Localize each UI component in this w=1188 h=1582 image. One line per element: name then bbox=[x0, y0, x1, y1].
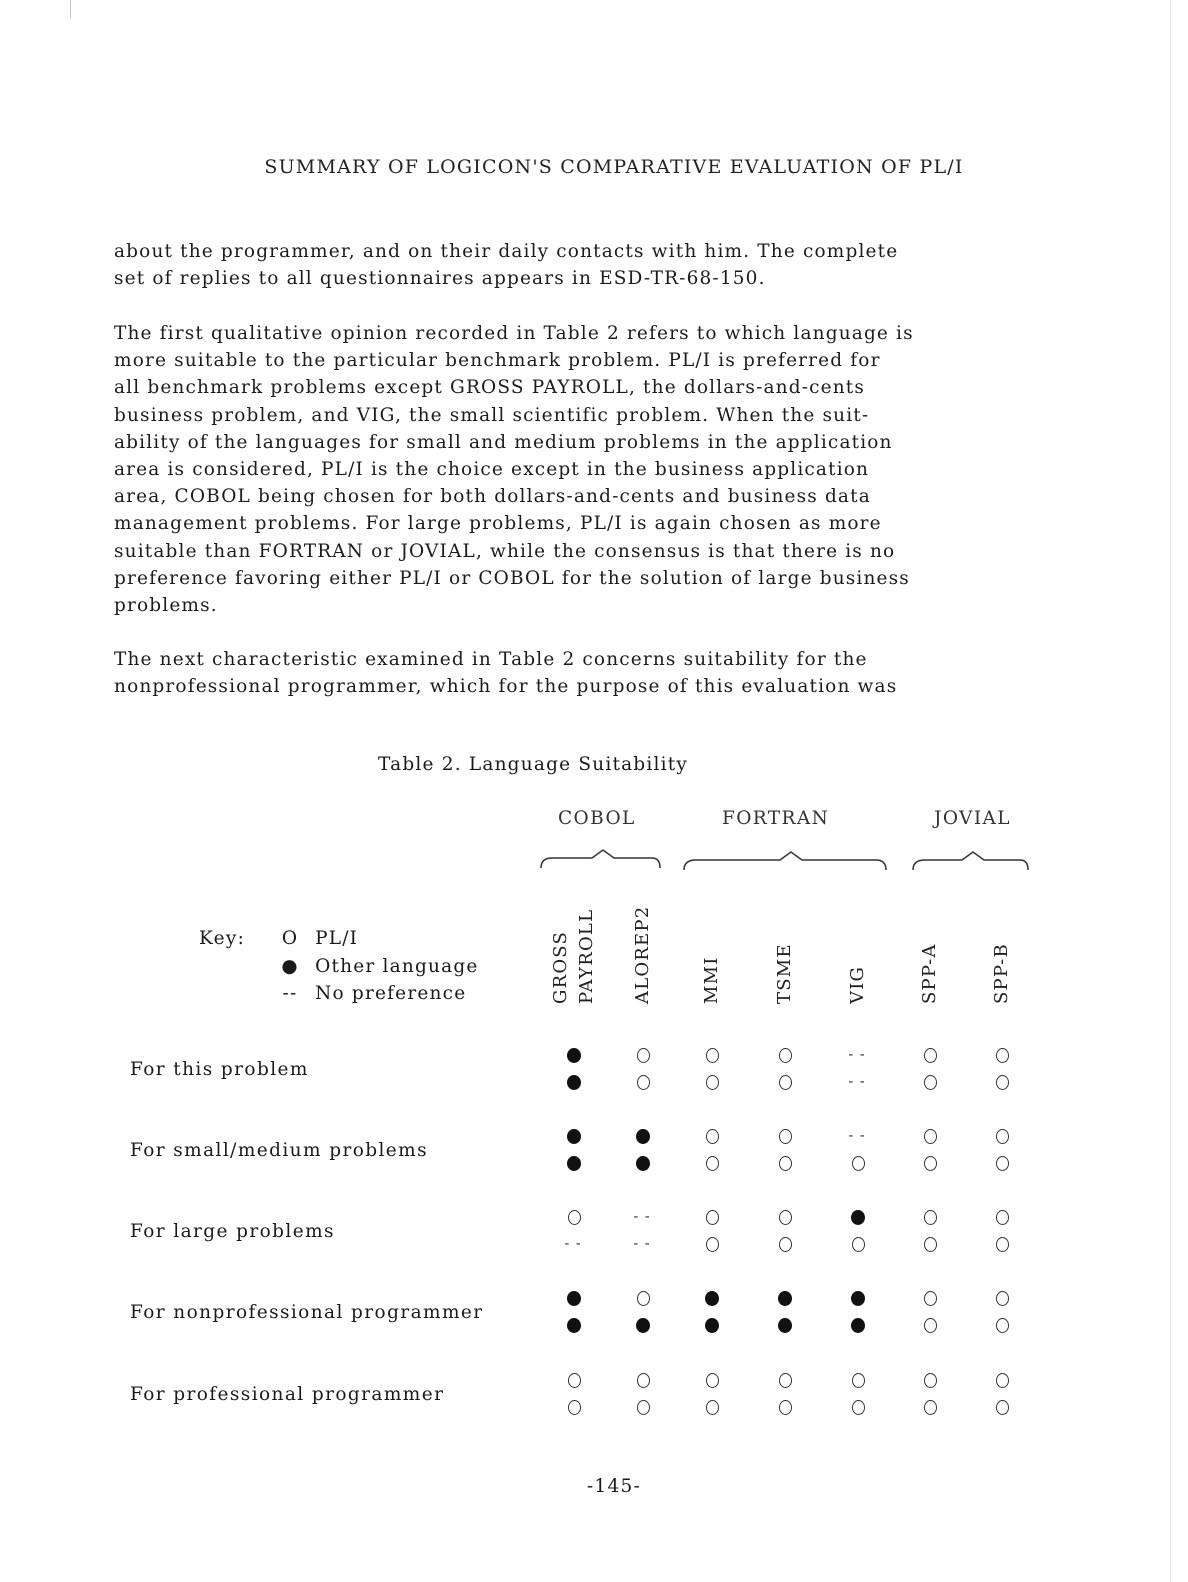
brace-jovial bbox=[913, 852, 1028, 870]
column-header-line: MMI bbox=[701, 956, 722, 1004]
open-circle-icon bbox=[924, 1237, 937, 1252]
open-circle-icon bbox=[779, 1075, 792, 1090]
key-label-pl1: PL/I bbox=[315, 928, 359, 949]
column-header-line: GROSS bbox=[550, 930, 571, 1004]
dash-icon: -- bbox=[631, 1236, 655, 1252]
table-cell-gross-payroll bbox=[559, 1125, 589, 1147]
paragraph-line: more suitable to the particular benchmark problem. PL/I is preferred for bbox=[114, 350, 881, 372]
dash-icon: -- bbox=[846, 1047, 870, 1063]
key-item-pl1 bbox=[272, 928, 358, 949]
open-circle-icon bbox=[924, 1400, 937, 1415]
column-header-gross-payroll bbox=[548, 909, 600, 1004]
open-circle-icon bbox=[637, 1400, 650, 1415]
table-cell-mmi bbox=[697, 1314, 727, 1336]
table-cell-gross-payroll bbox=[559, 1233, 589, 1255]
filled-circle-icon bbox=[567, 1318, 581, 1333]
page-heading: SUMMARY OF LOGICON'S COMPARATIVE EVALUATION OF PL/I bbox=[264, 156, 964, 178]
table-cell-mmi bbox=[697, 1396, 727, 1418]
table-cell-spp-b bbox=[987, 1206, 1017, 1228]
table-cell-spp-a bbox=[915, 1287, 945, 1309]
table-cell-vig bbox=[843, 1233, 873, 1255]
table-cell-vig bbox=[843, 1152, 873, 1174]
open-circle-icon bbox=[996, 1237, 1009, 1252]
table-cell-spp-b bbox=[987, 1233, 1017, 1255]
table-cell-alorep2 bbox=[628, 1314, 658, 1336]
open-circle-icon bbox=[996, 1400, 1009, 1415]
open-circle-icon bbox=[924, 1048, 937, 1063]
table-cell-spp-b bbox=[987, 1125, 1017, 1147]
paragraph-line: suitable than FORTRAN or JOVIAL, while the consensus is that there is no bbox=[114, 540, 896, 562]
open-circle-icon bbox=[706, 1210, 719, 1225]
open-circle-icon bbox=[568, 1210, 581, 1225]
table-cell-tsme bbox=[770, 1152, 800, 1174]
filled-circle-icon bbox=[851, 1291, 865, 1306]
table-cell-spp-b bbox=[987, 1152, 1017, 1174]
brace-cobol bbox=[541, 850, 660, 868]
open-circle-icon bbox=[996, 1291, 1009, 1306]
dash-icon: -- bbox=[846, 1128, 870, 1144]
row-label: For this problem bbox=[130, 1059, 309, 1080]
table-cell-alorep2 bbox=[628, 1152, 658, 1174]
table-cell-vig bbox=[843, 1369, 873, 1391]
row-label: For large problems bbox=[130, 1221, 335, 1242]
table-cell-vig bbox=[843, 1396, 873, 1418]
table-cell-tsme bbox=[770, 1369, 800, 1391]
table-cell-gross-payroll bbox=[559, 1287, 589, 1309]
column-header-line: PAYROLL bbox=[576, 908, 597, 1004]
filled-circle-icon bbox=[851, 1318, 865, 1333]
open-circle-icon bbox=[706, 1129, 719, 1144]
open-circle-icon bbox=[637, 1291, 650, 1306]
table-cell-vig bbox=[843, 1206, 873, 1228]
table-cell-spp-a bbox=[915, 1396, 945, 1418]
table-cell-mmi bbox=[697, 1071, 727, 1093]
filled-circle-icon bbox=[636, 1129, 650, 1144]
filled-circle-icon bbox=[567, 1129, 581, 1144]
column-header-line: SPP-A bbox=[919, 943, 940, 1004]
table-cell-tsme bbox=[770, 1125, 800, 1147]
open-circle-icon bbox=[924, 1210, 937, 1225]
open-circle-icon bbox=[779, 1237, 792, 1252]
key-item-other-language bbox=[272, 956, 479, 977]
table-cell-gross-payroll bbox=[559, 1369, 589, 1391]
open-circle-icon bbox=[568, 1400, 581, 1415]
table-cell-alorep2 bbox=[628, 1233, 658, 1255]
filled-circle-icon bbox=[567, 1156, 581, 1171]
paragraph-line: area, COBOL being chosen for both dollars-and-cents and business data bbox=[114, 486, 871, 508]
table-cell-gross-payroll bbox=[559, 1206, 589, 1228]
table-cell-spp-a bbox=[915, 1044, 945, 1066]
table-cell-alorep2 bbox=[628, 1044, 658, 1066]
paragraph-line: area is considered, PL/I is the choice except in the business application bbox=[114, 459, 870, 481]
table-cell-mmi bbox=[697, 1152, 727, 1174]
table-cell-gross-payroll bbox=[559, 1152, 589, 1174]
open-circle-icon bbox=[568, 1373, 581, 1388]
brace-fortran bbox=[684, 852, 886, 870]
open-circle-icon bbox=[852, 1156, 865, 1171]
table-cell-alorep2 bbox=[628, 1125, 658, 1147]
open-circle-icon bbox=[924, 1129, 937, 1144]
filled-circle-icon bbox=[636, 1318, 650, 1333]
table-cell-spp-b bbox=[987, 1071, 1017, 1093]
open-circle-icon bbox=[852, 1400, 865, 1415]
filled-circle-icon bbox=[851, 1210, 865, 1225]
open-circle-icon bbox=[924, 1156, 937, 1171]
column-header-line: TSME bbox=[774, 943, 795, 1004]
key-label-no-preference: No preference bbox=[315, 983, 467, 1004]
open-circle-icon bbox=[779, 1400, 792, 1415]
table-title: Table 2. Language Suitability bbox=[378, 754, 688, 775]
table-cell-tsme bbox=[770, 1287, 800, 1309]
table-cell-mmi bbox=[697, 1369, 727, 1391]
table-cell-alorep2 bbox=[628, 1206, 658, 1228]
open-circle-icon bbox=[779, 1373, 792, 1388]
table-cell-gross-payroll bbox=[559, 1044, 589, 1066]
table-cell-gross-payroll bbox=[559, 1314, 589, 1336]
open-circle-icon bbox=[706, 1373, 719, 1388]
filled-circle-icon bbox=[705, 1291, 719, 1306]
table-cell-spp-a bbox=[915, 1125, 945, 1147]
filled-circle-icon bbox=[778, 1318, 792, 1333]
table-cell-mmi bbox=[697, 1206, 727, 1228]
open-circle-icon bbox=[996, 1210, 1009, 1225]
paragraph-line: The first qualitative opinion recorded in Table 2 refers to which language is bbox=[114, 323, 914, 344]
paragraph-line: problems. bbox=[114, 595, 218, 617]
key-label-other-language: Other language bbox=[315, 956, 479, 977]
paragraph-line: set of replies to all questionnaires appears in ESD-TR-68-150. bbox=[114, 268, 766, 290]
table-cell-vig bbox=[843, 1314, 873, 1336]
dash-icon: -- bbox=[631, 1209, 655, 1225]
table-cell-tsme bbox=[770, 1233, 800, 1255]
paragraph-line: business problem, and VIG, the small scientific problem. When the suit- bbox=[114, 404, 870, 426]
row-label: For small/medium problems bbox=[130, 1140, 428, 1161]
table-cell-spp-b bbox=[987, 1287, 1017, 1309]
table-cell-vig bbox=[843, 1044, 873, 1066]
table-cell-spp-a bbox=[915, 1206, 945, 1228]
open-circle-icon bbox=[924, 1075, 937, 1090]
table-cell-vig bbox=[843, 1071, 873, 1093]
table-cell-mmi bbox=[697, 1233, 727, 1255]
row-label: For professional programmer bbox=[130, 1384, 445, 1405]
table-cell-spp-b bbox=[987, 1396, 1017, 1418]
open-circle-icon bbox=[924, 1291, 937, 1306]
column-header-spp-b bbox=[989, 943, 1015, 1004]
paragraph-line: nonprofessional programmer, which for the purpose of this evaluation was bbox=[114, 676, 898, 698]
open-circle-icon bbox=[706, 1237, 719, 1252]
filled-circle-icon bbox=[567, 1048, 581, 1063]
open-circle-icon bbox=[996, 1318, 1009, 1333]
open-circle-icon bbox=[924, 1318, 937, 1333]
table-cell-mmi bbox=[697, 1125, 727, 1147]
open-circle-icon bbox=[924, 1373, 937, 1388]
table-cell-spp-a bbox=[915, 1233, 945, 1255]
table-cell-vig bbox=[843, 1125, 873, 1147]
paragraph-line: management problems. For large problems, PL/I is again chosen as more bbox=[114, 513, 882, 535]
table-cell-vig bbox=[843, 1287, 873, 1309]
group-label-fortran: FORTRAN bbox=[722, 808, 830, 829]
open-circle-icon bbox=[706, 1400, 719, 1415]
open-circle-icon bbox=[779, 1210, 792, 1225]
open-circle-icon bbox=[996, 1373, 1009, 1388]
open-circle-icon bbox=[706, 1048, 719, 1063]
paragraph-line: about the programmer, and on their daily contacts with him. The complete bbox=[114, 241, 899, 262]
table-cell-tsme bbox=[770, 1044, 800, 1066]
column-header-tsme bbox=[772, 943, 798, 1004]
filled-circle-icon bbox=[636, 1156, 650, 1171]
table-cell-spp-a bbox=[915, 1314, 945, 1336]
column-header-vig bbox=[845, 966, 871, 1004]
page-number: -145- bbox=[586, 1476, 642, 1497]
filled-circle-icon bbox=[705, 1318, 719, 1333]
row-label: For nonprofessional programmer bbox=[130, 1302, 484, 1323]
filled-circle-icon bbox=[778, 1291, 792, 1306]
key-item-no-preference bbox=[272, 983, 466, 1004]
table-cell-alorep2 bbox=[628, 1071, 658, 1093]
table-cell-alorep2 bbox=[628, 1396, 658, 1418]
dash-icon: -- bbox=[562, 1236, 586, 1252]
table-cell-tsme bbox=[770, 1071, 800, 1093]
column-header-line: ALOREP2 bbox=[632, 905, 653, 1004]
table-cell-spp-a bbox=[915, 1071, 945, 1093]
key-open-circle-icon: O bbox=[281, 928, 299, 949]
table-cell-mmi bbox=[697, 1044, 727, 1066]
open-circle-icon bbox=[996, 1129, 1009, 1144]
paragraph-line: The next characteristic examined in Table 2 concerns suitability for the bbox=[114, 649, 868, 670]
table-cell-tsme bbox=[770, 1396, 800, 1418]
table-cell-gross-payroll bbox=[559, 1396, 589, 1418]
paragraph-line: ability of the languages for small and medium problems in the application bbox=[114, 431, 893, 453]
open-circle-icon bbox=[779, 1156, 792, 1171]
table-cell-gross-payroll bbox=[559, 1071, 589, 1093]
open-circle-icon bbox=[637, 1075, 650, 1090]
table-cell-tsme bbox=[770, 1314, 800, 1336]
open-circle-icon bbox=[637, 1048, 650, 1063]
column-header-spp-a bbox=[917, 943, 943, 1004]
open-circle-icon bbox=[779, 1129, 792, 1144]
open-circle-icon bbox=[996, 1156, 1009, 1171]
column-header-alorep2 bbox=[630, 906, 656, 1004]
open-circle-icon bbox=[852, 1237, 865, 1252]
table-cell-mmi bbox=[697, 1287, 727, 1309]
open-circle-icon bbox=[996, 1075, 1009, 1090]
column-header-mmi bbox=[699, 956, 725, 1004]
filled-circle-icon bbox=[567, 1291, 581, 1306]
column-header-line: SPP-B bbox=[991, 943, 1012, 1004]
table-cell-spp-b bbox=[987, 1044, 1017, 1066]
key-filled-circle-icon: ● bbox=[281, 956, 299, 977]
open-circle-icon bbox=[706, 1156, 719, 1171]
open-circle-icon bbox=[706, 1075, 719, 1090]
table-cell-spp-a bbox=[915, 1369, 945, 1391]
key-title: Key: bbox=[199, 928, 246, 949]
key-dash-icon: -- bbox=[282, 983, 298, 1004]
table-cell-spp-b bbox=[987, 1314, 1017, 1336]
open-circle-icon bbox=[779, 1048, 792, 1063]
column-header-line: VIG bbox=[847, 965, 868, 1004]
paragraph-line: preference favoring either PL/I or COBOL for the solution of large business bbox=[114, 567, 910, 589]
open-circle-icon bbox=[637, 1373, 650, 1388]
open-circle-icon bbox=[996, 1048, 1009, 1063]
table-cell-alorep2 bbox=[628, 1287, 658, 1309]
table-cell-spp-b bbox=[987, 1369, 1017, 1391]
dash-icon: -- bbox=[846, 1074, 870, 1090]
table-cell-spp-a bbox=[915, 1152, 945, 1174]
group-label-jovial: JOVIAL bbox=[934, 808, 1011, 829]
table-cell-alorep2 bbox=[628, 1369, 658, 1391]
open-circle-icon bbox=[852, 1373, 865, 1388]
table-cell-tsme bbox=[770, 1206, 800, 1228]
filled-circle-icon bbox=[567, 1075, 581, 1090]
paragraph-line: all benchmark problems except GROSS PAYROLL, the dollars-and-cents bbox=[114, 377, 866, 399]
group-label-cobol: COBOL bbox=[558, 808, 636, 829]
